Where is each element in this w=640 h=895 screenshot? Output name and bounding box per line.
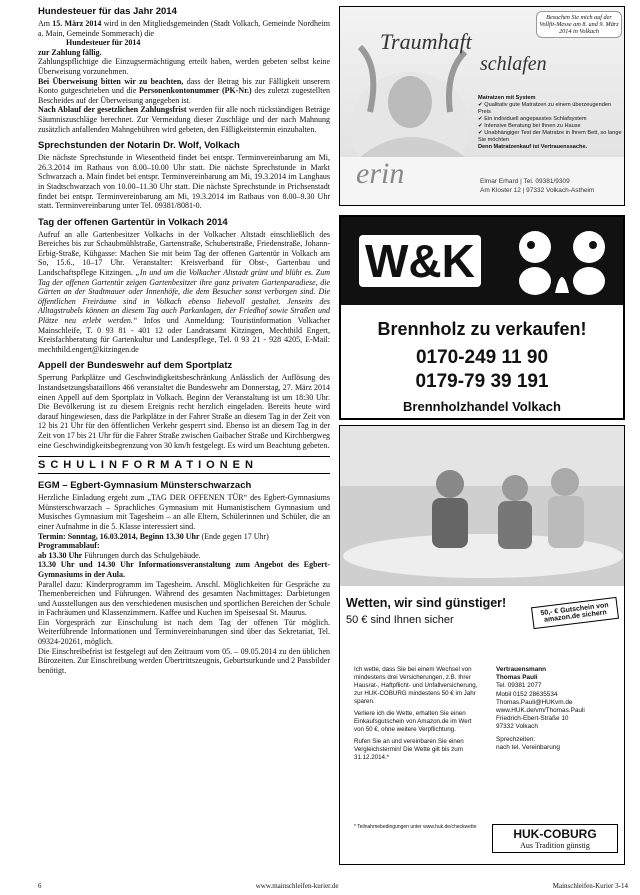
page-footer: [38, 882, 628, 890]
huk-body-paragraph: Rufen Sie an und vereinbaren Sie einen Vergleichstermin! Die Wette gilt bis zum 31.12.2014.*: [354, 738, 464, 761]
footer-website[interactable]: www.mainschleifen-kurier.de: [255, 882, 339, 890]
schulinformationen-heading: SCHULINFORMATIONEN: [38, 456, 330, 474]
rep-name: Thomas Pauli: [496, 674, 538, 682]
bundeswehr-text: Sperrung Parkplätze und Geschwindigkeitsbeschränkung Anlässlich der Auflösung des Instandsetzungsbataillons 466 veranstaltet die Bundeswehr am Donnerstag, 27. März 2014 einen Appell auf dem Sportplatz in Volkach. Beginn der Veranstaltung ist um 18:30 Uhr. Die Bevölkerung ist zu diesem Ereignis recht herzlich eingeladen. Bereits heute wird darauf hingewiesen, dass die Parkplätze in der Fahrer Straße an diesem Tag in der Zeit von 12 bis 21 Uhr für den öffentlichen Verkehr gesperrt sind. Ebenso ist an diesem Tag in der Zeit von 17 bis 21 Uhr für die Fahrer Straße zwischen Gaibacher Straße und Kirchbergweg eine Geschwindigkeitsbegrenzung von 30 km/h festgelegt. Es wird um Beachtung gebeten.: [38, 373, 330, 450]
fair-bubble: Besuchen Sie mich auf der Vollfit-Messe am 8. und 9. März 2014 in Volkach: [536, 11, 622, 38]
footer-issue: Mainschleifen-Kurier 3-14: [552, 882, 628, 890]
rep-hours: nach tel. Vereinbarung: [496, 743, 560, 751]
contact-line: Elmar Erhard | Tel. 09381/9309: [480, 178, 570, 185]
huk-logo: [492, 824, 618, 853]
notarin-text: Die nächste Sprechstunde in Wiesentheid findet bei entspr. Terminvereinbarung am Mi, 26.3.2014 im Rathaus von 8.00–10.00 Uhr statt. Die nächste Sprechstunde in Markt Schwarzach a. Main findet bei entspr. Terminvereinbarung am Mi, 19.3.2014 im Langhaus in Stadtschwarzach von 10.00–11.30 Uhr statt. Die nächste Sprechstunde in Prichsenstadt findet bei entspr. Terminvereinbarung am Mi, 19.3.2014 im Rathaus von 8.00–9.30 Uhr statt. Terminvereinbarung unter Tel. 09381/8081-0.: [38, 153, 330, 211]
hundesteuer-text: Am 15. März 2014 wird in den Mitgliedsgemeinden (Stadt Volkach, Gemeinde Nordheim a. Main, Gemeinde Sommerach) die Hundesteuer für 2014 zur Zahlung fällig. Zahlungspflichtige die Einzugsermächtigung erteilt haben, werden gebeten selbst keine Überweisung vorzunehmen. Bei Überweisung bitten wir zu beachten, dass der Betrag bis zur Fälligkeit unserem Konto gutgeschrieben und die Personenkontonummer (PK-Nr.) des zuletzt zugestellten Bescheides auf der Überweisung angegeben ist. Nach Ablauf der gesetzlichen Zahlungsfrist werden für alle noch rückständigen Beträge Säumniszuschläge berechnet. Zur Vermeidung dieser Zuschläge und der nach Mahnung zusätzlich anfallenden Mahngebühren wird gebeten, den Fälligkeitstermin einzuhalten.: [38, 19, 331, 134]
rep-street: Friedrich-Ebert-Straße 10: [496, 715, 569, 723]
feature-item: ✔ Unabhängiger Test der Matratze in Ihrem Bett, so lange Sie möchten: [478, 130, 622, 143]
huk-photo: [340, 426, 625, 586]
firewood-company: Brennholzhandel Volkach: [403, 399, 561, 414]
gartentuer-title: Tag der offenen Gartentür in Volkach 2014: [38, 216, 228, 228]
rep-website-link[interactable]: www.HUK.de/vm/Thomas.Pauli: [496, 707, 585, 715]
feature-item: ✔ Intensive Beratung bei Ihnen zu Hause: [478, 123, 581, 129]
rep-mobile[interactable]: Mobil 0152 28635534: [496, 690, 558, 698]
firewood-mascot-icon: [507, 221, 617, 301]
mattress-feature-list: [478, 95, 623, 151]
ad1-title-2: schlafen: [480, 53, 547, 75]
rep-title: Vertrauensmann: [496, 666, 547, 673]
rep-phone[interactable]: Tel. 09381 2077: [496, 682, 542, 690]
mattress-contact: [480, 177, 594, 195]
left-column: [38, 6, 330, 675]
ad1-title-1: Traumhaft: [380, 29, 472, 54]
egm-text: Herzliche Einladung ergeht zum „TAG DER OFFENEN TÜR“ des Egbert-Gymnasiums Münsterschwarzach – Sprachliches Gymnasium mit Humanistischem Gymnasium und Musisches Gymnasium mit Tagesheim – an alle Eltern, Schülerinnen und Schüler, die an einer Aufnahme in die 5. Klasse interessiert sind. Termin: Sonntag, 16.03.2014, Beginn 13.30 Uhr (Ende gegen 17 Uhr) Programmablauf: ab 13.30 Uhr Führungen durch das Schulgebäude. 13.30 Uhr und 14.30 Uhr Informationsveranstaltung zum Angebot des Egbert-Gymnasiums in der Aula. Parallel dazu: Kinderprogramm im Tagesheim. Anschl. Möglichkeiten für Gespräche zu Themenbereichen und Führungen. Während des gesamten Nachmittages: Darbietungen und Ausstellungen aus den verschiedenen musischen und sportlichen Bereichen der Schule in Fachräumen und Klassenzimmern. Kaffee und Kuchen im Speisesaal St. Maurus. Ein Vorgespräch zur Einschulung ist nach dem Tag der offenen Tür möglich. Weiterführende Informationen und Terminvereinbarungen sind über das Sekretariat, Tel. 09324-20261, möglich. Die Einschreibefrist ist festgelegt auf den Zeitraum vom 05. – 09.05.2014 zu den üblichen Bürozeiten. Zur Einschreibung werden Übertrittszeugnis, Geburtsurkunde und 2 Passbilder benötigt.: [38, 493, 330, 675]
firewood-headline: Brennholz zu verkaufen!: [377, 319, 587, 339]
huk-coburg-ad[interactable]: [339, 425, 625, 865]
feature-item: ✔ Qualitativ gute Matratzen zu einem überzeugenden Preis: [478, 102, 612, 115]
amazon-voucher-badge: 50,- € Gutschein von amazon.de sichern: [531, 597, 619, 629]
page-number: 6: [38, 882, 42, 890]
feature-offer: Denn Matratzenkauf ist Vertrauenssache.: [478, 144, 588, 150]
huk-body-paragraph: Verliere ich die Wette, erhalten Sie einen Einkaufsgutschein von Amazon.de im Wert von 50 €, ohne weitere Verpflichtung.: [354, 710, 472, 733]
erin-logo: erin: [356, 157, 405, 190]
contact-line: Am Kloster 12 | 97332 Volkach-Astheim: [480, 187, 595, 194]
huk-subheadline: 50 € sind Ihnen sicher: [346, 614, 454, 626]
notarin-title: Sprechstunden der Notarin Dr. Wolf, Volkach: [38, 140, 240, 152]
huk-footnote: * Teilnahmebedingungen unter www.huk.de/checkwette: [354, 824, 477, 830]
mattress-ad[interactable]: [339, 6, 625, 206]
huk-body: [354, 666, 478, 762]
huk-brand: HUK-COBURG: [513, 827, 597, 841]
wk-logo: W&K: [359, 235, 481, 287]
huk-slogan: Aus Tradition günstig: [520, 841, 590, 850]
huk-body-paragraph: Ich wette, dass Sie bei einem Wechsel von mindestens drei Versicherungen, z.B. Ihrer Hausrat-, Haftpflicht- und Unfallversicherung, zur HUK-COBURG mindestens 50 € im Jahr sparen.: [354, 666, 478, 705]
rep-hours-title: Sprechzeiten:: [496, 735, 536, 743]
huk-representative: [496, 666, 616, 752]
hundesteuer-title: Hundesteuer für das Jahr 2014: [38, 6, 177, 17]
feature-item: ✔ Ein individuell angepasstes Schlafsystem: [478, 116, 587, 122]
firewood-phone-1[interactable]: 0170-249 11 90: [415, 347, 549, 368]
gartentuer-text: Aufruf an alle Gartenbesitzer Volkachs in der Volkacher Altstadt einschließlich des Bereiches bis zur Schaubmühlstraße, Gartenstraße, Schubertstraße, Friedenstraße, Johann-Erbig-Straße, Kühgasse: Machen Sie mit beim Tag der offenen Gartentür in Volkach am So, 15.6., 10–17 Uhr. Veranstalter: Kreisverband für Obst-, Gartenbau und Landschaftspflege Kitzingen. „In und um die Volkacher Altstadt grünt und blüht es. Zum Tag der offenen Gartentür zeigen Gartenbesitzer ihre ganz privaten Gartenparadiese, die Gärten an der Stadtmauer oder Innenhöfe, die dem Besucher sonst verborgen sind. Die öffentlichen Freiräume sind in Volkach ebenso liebevoll gestaltet. Jenseits des Alltagstrubels können an diesem Tag auch Parkanlagen, der Friedhof sowie Straßen und Plätze neu erlebt werden.“ Infos und Anmeldung: Touristinformation Volkacher Mainschleife, T. 0 93 81 - 401 12 oder Landratsamt Kitzingen, Mechthild Engert, Kreisfachberatung für Gartenkultur und Landespflege, Tel. 0 93 21 - 928 4205, E-Mail: mechthild.engert@kitzingen.de: [38, 229, 331, 354]
rep-city: 97332 Volkach: [496, 723, 538, 731]
huk-headline: Wetten, wir sind günstiger!: [346, 596, 507, 610]
firewood-phone-2[interactable]: 0179-79 39 191: [415, 371, 549, 392]
egm-title: EGM – Egbert-Gymnasium Münsterschwarzach: [38, 480, 252, 492]
firewood-ad[interactable]: [339, 215, 625, 420]
bundeswehr-title: Appell der Bundeswehr auf dem Sportplatz: [38, 360, 233, 372]
feature-list-heading: Matratzen mit System: [478, 95, 536, 101]
rep-email-link[interactable]: Thomas.Pauli@HUKvm.de: [496, 698, 573, 706]
